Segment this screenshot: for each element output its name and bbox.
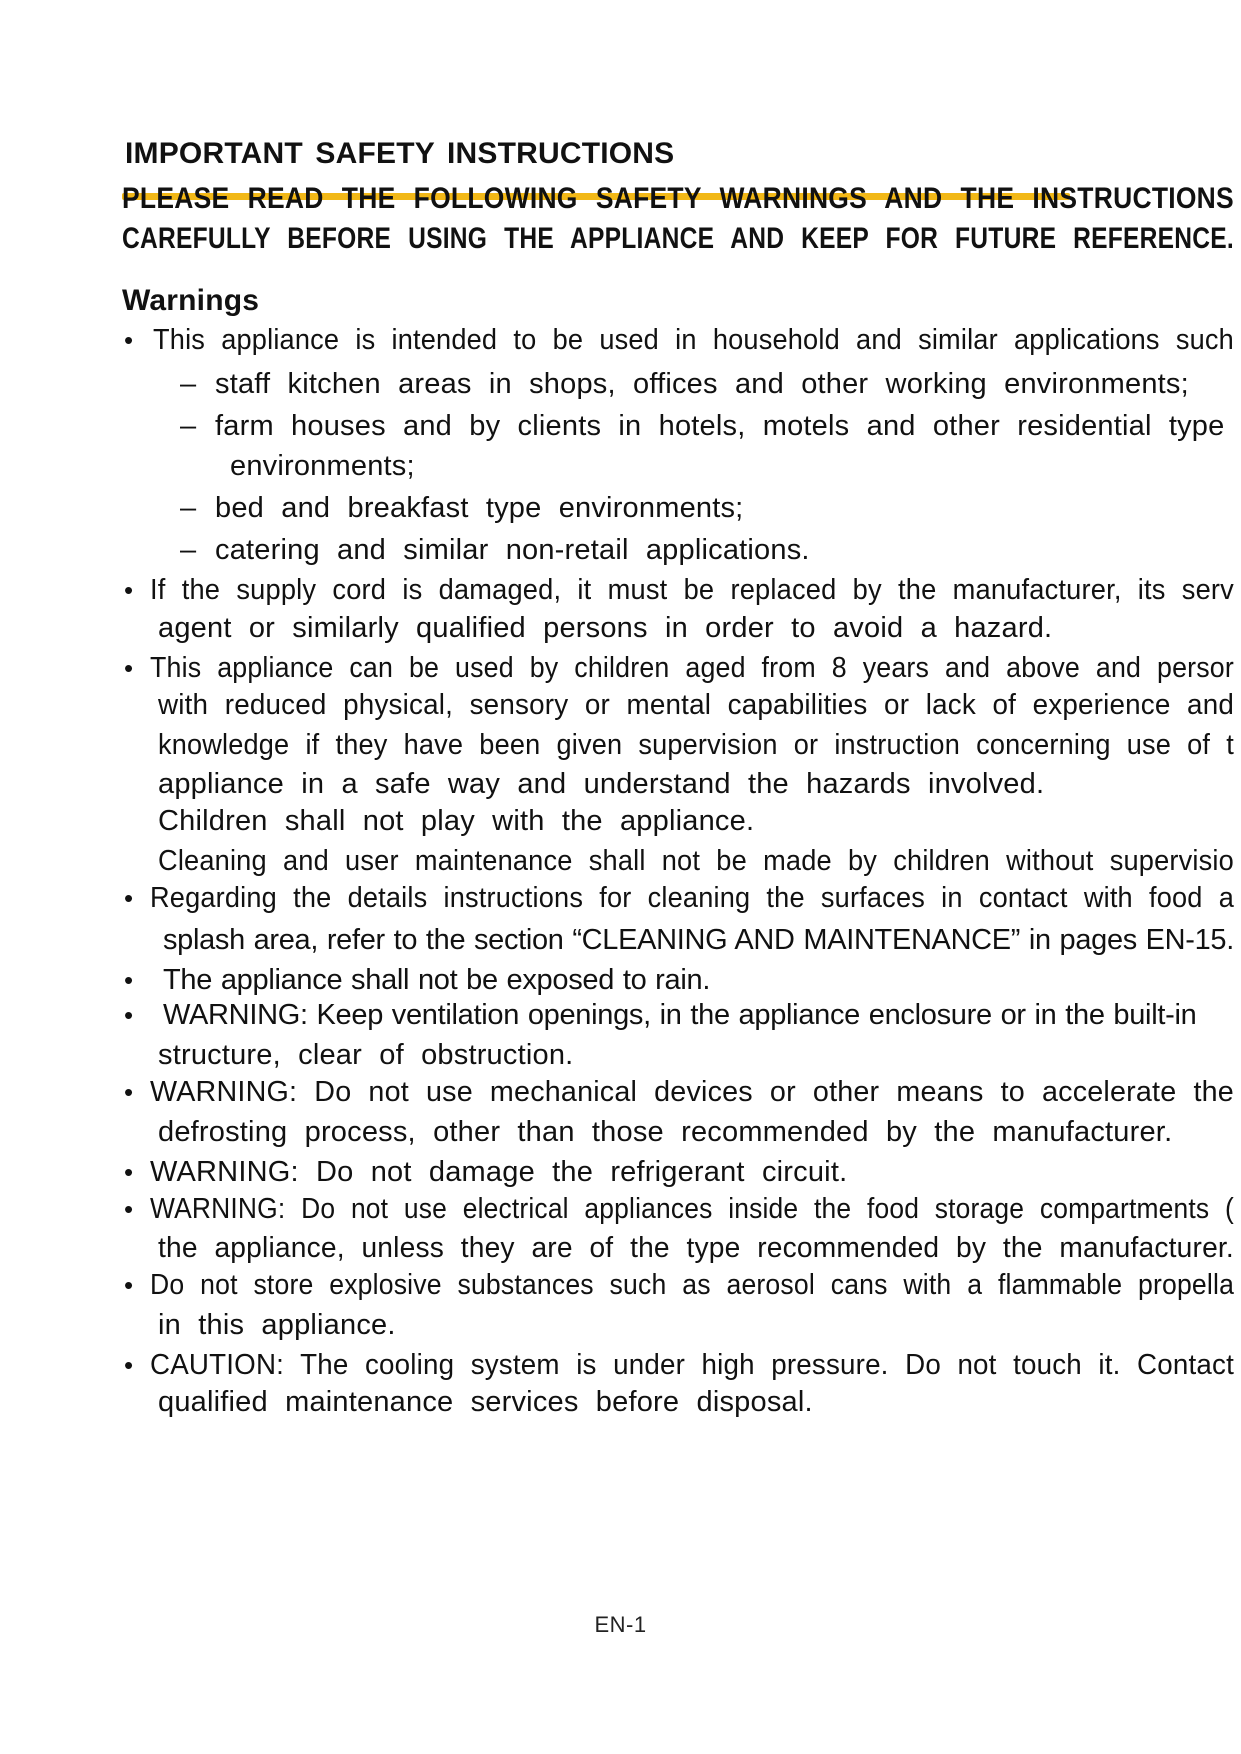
bullet-icon: •: [124, 325, 134, 355]
bullet-11-line-2: qualified maintenance services before disposal.: [158, 1386, 813, 1418]
subitem-1: staff kitchen areas in shops, offices and other working environments;: [215, 368, 1189, 400]
bullet-3-line-3: knowledge if they have been given supervision or instruction concerning use of t: [158, 729, 1234, 761]
bullet-7-line-1: WARNING: Do not use mechanical devices or other means to accelerate the: [150, 1076, 1234, 1108]
bullet-5-line-1: The appliance shall not be exposed to rain.: [163, 964, 711, 996]
bullet-icon: •: [124, 1077, 134, 1107]
bullet-10-line-2: in this appliance.: [158, 1309, 396, 1341]
bullet-icon: •: [124, 653, 134, 683]
section-heading: Warnings: [122, 284, 260, 317]
bullet-icon: •: [124, 1194, 134, 1224]
bullet-9-line-1: WARNING: Do not use electrical appliances inside the food storage compartments (: [150, 1193, 1234, 1225]
subitem-2-continuation: environments;: [230, 450, 415, 482]
bullet-icon: •: [124, 1350, 134, 1380]
intro-line-1: PLEASE READ THE FOLLOWING SAFETY WARNINGS AND THE INSTRUCTIONS: [122, 182, 1234, 215]
bullet-icon: •: [124, 1270, 134, 1300]
bullet-10-line-1: Do not store explosive substances such as aerosol cans with a flammable propella: [150, 1269, 1235, 1301]
dash-icon: –: [180, 368, 197, 400]
page-title: IMPORTANT SAFETY INSTRUCTIONS: [125, 137, 675, 170]
page-number: EN-1: [594, 1612, 647, 1637]
bullet-1-line-1: This appliance is intended to be used in household and similar applications such: [153, 324, 1234, 356]
dash-icon: –: [180, 492, 197, 524]
subitem-4: catering and similar non-retail applications.: [215, 534, 810, 566]
bullet-3-line-2: with reduced physical, sensory or mental capabilities or lack of experience and: [158, 689, 1235, 721]
bullet-2-line-2: agent or similarly qualified persons in order to avoid a hazard.: [158, 612, 1053, 644]
bullet-icon: •: [124, 965, 134, 995]
dash-icon: –: [180, 534, 197, 566]
bullet-3-line-6: Cleaning and user maintenance shall not be made by children without supervisio: [158, 845, 1234, 877]
bullet-4-line-1: Regarding the details instructions for cleaning the surfaces in contact with food a: [150, 882, 1235, 914]
bullet-9-line-2: the appliance, unless they are of the type recommended by the manufacturer.: [158, 1232, 1234, 1264]
bullet-icon: •: [124, 1000, 134, 1030]
bullet-4-line-2: splash area, refer to the section “CLEANING AND MAINTENANCE” in pages EN-15.: [163, 924, 1234, 956]
bullet-icon: •: [124, 1157, 134, 1187]
bullet-icon: •: [124, 883, 134, 913]
bullet-3-line-4: appliance in a safe way and understand the hazards involved.: [158, 768, 1045, 800]
bullet-6-line-2: structure, clear of obstruction.: [158, 1039, 574, 1071]
bullet-8-line-1: WARNING: Do not damage the refrigerant circuit.: [150, 1156, 848, 1188]
bullet-icon: •: [124, 575, 134, 605]
dash-icon: –: [180, 410, 197, 442]
subitem-2: farm houses and by clients in hotels, motels and other residential type: [215, 410, 1225, 442]
intro-line-2: CAREFULLY BEFORE USING THE APPLIANCE AND KEEP FOR FUTURE REFERENCE.: [122, 222, 1235, 255]
bullet-3-line-5: Children shall not play with the appliance.: [158, 805, 755, 837]
bullet-2-line-1: If the supply cord is damaged, it must be replaced by the manufacturer, its serv: [150, 574, 1234, 606]
bullet-11-line-1: CAUTION: The cooling system is under high pressure. Do not touch it. Contact: [150, 1349, 1234, 1381]
bullet-6-line-1: WARNING: Keep ventilation openings, in the appliance enclosure or in the built-in: [163, 999, 1197, 1031]
subitem-3: bed and breakfast type environments;: [215, 492, 744, 524]
bullet-7-line-2: defrosting process, other than those recommended by the manufacturer.: [158, 1116, 1173, 1148]
bullet-3-line-1: This appliance can be used by children aged from 8 years and above and persor: [150, 652, 1234, 684]
